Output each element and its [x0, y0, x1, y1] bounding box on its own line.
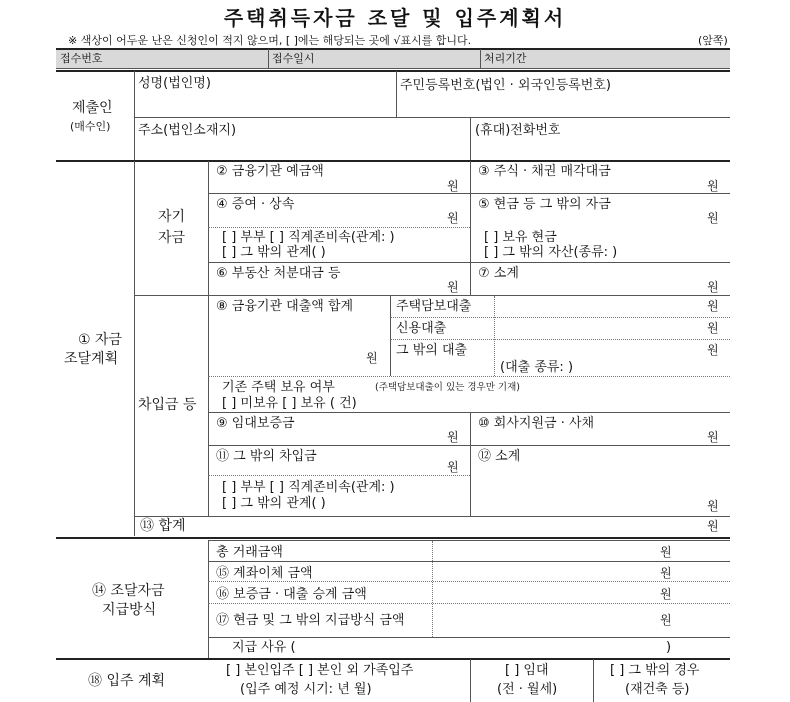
own-subtotal-unit: 원: [707, 280, 719, 294]
company-fund-label: ⑩ 회사지원금 · 사채: [478, 416, 595, 431]
mortgage-loan-unit: 원: [707, 299, 719, 313]
address-field-label: 주소(법인소재지): [138, 123, 237, 138]
gift-relation-1[interactable]: [ ] 부부 [ ] 직계존비속(관계: ): [222, 230, 395, 245]
gift-unit: 원: [447, 211, 459, 225]
credit-loan-label: 신용대출: [396, 321, 447, 336]
existing-house-note: (주택담보대출이 있는 경우만 기재): [375, 382, 520, 393]
cash-option-1[interactable]: [ ] 보유 현금: [484, 230, 557, 245]
transfer-amount-label: ⑮ 계좌이체 금액: [216, 566, 313, 581]
loan-total-unit: 원: [366, 351, 378, 365]
borrow-relation-2[interactable]: [ ] 그 밖의 관계( ): [222, 496, 326, 511]
cash-other-amount-unit: 원: [660, 613, 672, 627]
payment-label-2: 지급방식: [102, 602, 157, 618]
payment-reason-field[interactable]: 지급 사유 (: [232, 640, 296, 655]
credit-loan-unit: 원: [707, 321, 719, 335]
total-price-unit: 원: [660, 545, 672, 559]
property-sale-label: ⑥ 부동산 처분대금 등: [216, 266, 341, 281]
stocks-label: ③ 주식 · 채권 매각대금: [478, 164, 611, 179]
occupancy-lease-option[interactable]: [ ] 임대: [505, 663, 549, 678]
existing-house-options[interactable]: [ ] 미보유 [ ] 보유 ( 건): [222, 396, 357, 411]
phone-field-label: (휴대)전화번호: [475, 123, 561, 138]
notice-text: ※ 색상이 어두운 난은 신청인이 적지 않으며, [ ]에는 해당되는 곳에 √표시를 합니다.: [68, 34, 472, 47]
receipt-number-label: 접수번호: [60, 52, 103, 65]
loan-total-label: ⑧ 금융기관 대출액 합계: [216, 299, 354, 314]
name-field-label: 성명(법인명): [138, 76, 211, 91]
gift-label: ④ 증여 · 상속: [216, 197, 295, 212]
assumed-amount-label: ⑯ 보증금 · 대출 승계 금액: [216, 587, 367, 602]
own-funds-label-2: 자금: [158, 230, 186, 246]
occupancy-lease-type: (전 · 월세): [497, 682, 558, 697]
occupancy-self-options[interactable]: [ ] 본인입주 [ ] 본인 외 가족입주: [226, 663, 414, 678]
borrowed-funds-label: 차입금 등: [138, 397, 197, 413]
borrow-subtotal-unit: 원: [707, 499, 719, 513]
other-loan-unit: 원: [707, 343, 719, 357]
existing-house-label: 기존 주택 보유 여부: [222, 380, 335, 395]
funding-label-2: 조달계획: [64, 351, 119, 367]
page-side-label: (앞쪽): [698, 34, 728, 47]
mortgage-loan-label: 주택담보대출: [396, 299, 472, 314]
other-borrow-unit: 원: [447, 460, 459, 474]
lease-deposit-label: ⑨ 임대보증금: [216, 416, 295, 431]
gift-relation-2[interactable]: [ ] 그 밖의 관계( ): [222, 245, 326, 260]
receipt-header-bar: [56, 49, 730, 68]
cash-option-2[interactable]: [ ] 그 밖의 자산(종류: ): [484, 245, 618, 260]
payment-reason-close: ): [666, 640, 672, 655]
stocks-unit: 원: [707, 179, 719, 193]
cash-label: ⑤ 현금 등 그 밖의 자금: [478, 197, 611, 212]
occupancy-other-option[interactable]: [ ] 그 밖의 경우: [610, 663, 700, 678]
id-number-field-label: 주민등록번호(법인 · 외국인등록번호): [400, 78, 611, 93]
company-fund-unit: 원: [707, 430, 719, 444]
cash-unit: 원: [707, 211, 719, 225]
other-loan-label: 그 밖의 대출: [396, 343, 468, 358]
property-sale-unit: 원: [447, 280, 459, 294]
borrow-subtotal-label: ⑫ 소계: [478, 449, 521, 464]
total-price-label: 총 거래금액: [216, 545, 283, 560]
funding-total-unit: 원: [707, 519, 719, 533]
lease-deposit-unit: 원: [447, 430, 459, 444]
cash-other-amount-label: ⑰ 현금 및 그 밖의 지급방식 금액: [216, 613, 405, 628]
submitter-label: 제출인: [72, 100, 113, 116]
assumed-amount-unit: 원: [660, 587, 672, 601]
deposit-unit: 원: [447, 179, 459, 193]
occupancy-other-note: (재건축 등): [625, 682, 690, 697]
processing-period-label: 처리기간: [484, 52, 527, 65]
own-funds-label-1: 자기: [158, 209, 186, 225]
receipt-date-label: 접수일시: [272, 52, 315, 65]
loan-type-field[interactable]: (대출 종류: ): [500, 360, 574, 375]
submitter-sublabel: (매수인): [70, 120, 111, 133]
own-subtotal-label: ⑦ 소계: [478, 266, 519, 281]
page-title: 주택취득자금 조달 및 입주계획서: [223, 6, 567, 30]
funding-total-label: ⑬ 합계: [140, 518, 186, 534]
funding-label-1: ① 자금: [78, 332, 123, 348]
other-borrow-label: ⑪ 그 밖의 차입금: [216, 449, 317, 464]
payment-label-1: ⑭ 조달자금: [92, 583, 165, 599]
deposit-label: ② 금융기관 예금액: [216, 164, 324, 179]
occupancy-label: ⑱ 입주 계획: [88, 673, 165, 689]
transfer-amount-unit: 원: [660, 566, 672, 580]
borrow-relation-1[interactable]: [ ] 부부 [ ] 직계존비속(관계: ): [222, 480, 395, 495]
occupancy-date-field[interactable]: (입주 예정 시기: 년 월): [240, 682, 372, 697]
